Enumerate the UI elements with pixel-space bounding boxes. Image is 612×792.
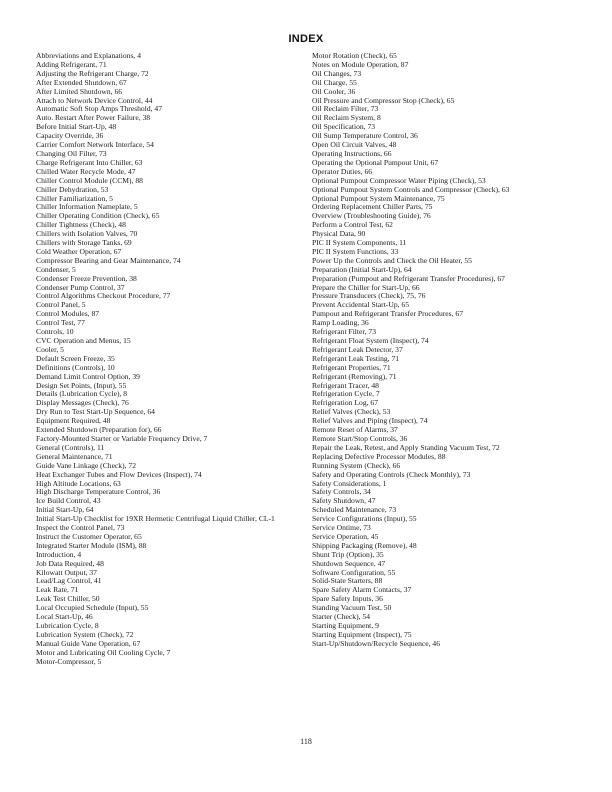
index-entry: Repair the Leak, Retest, and Apply Standing Vacuum Test, 72 bbox=[312, 442, 500, 452]
index-entry: Job Data Required, 48 bbox=[36, 558, 104, 568]
index-entry: Adding Refrigerant, 71 bbox=[36, 59, 107, 69]
index-entry: Local Start-Up, 46 bbox=[36, 612, 93, 622]
index-entry: Oil Specification, 73 bbox=[312, 122, 376, 132]
index-entry: Chilled Water Recycle Mode, 47 bbox=[36, 166, 136, 176]
index-entry: Optional Pumpout System Controls and Compressor (Check), 63 bbox=[312, 184, 510, 194]
index-entry: Service Ontime, 73 bbox=[312, 523, 371, 533]
index-entry: General Maintenance, 71 bbox=[36, 451, 113, 461]
index-entry: General (Controls), 11 bbox=[36, 442, 105, 452]
page-number: 118 bbox=[300, 737, 312, 746]
index-entry: Ordering Replacement Chiller Parts, 75 bbox=[312, 202, 433, 212]
index-entry: Remote Reset of Alarms, 37 bbox=[312, 425, 398, 435]
index-entry: Leak Rate, 71 bbox=[36, 585, 79, 595]
index-entry: Carrier Comfort Network Interface, 54 bbox=[36, 140, 154, 150]
index-entry: Remote Start/Stop Controls, 36 bbox=[312, 433, 408, 443]
index-entry: Pressure Transducers (Check), 75, 76 bbox=[312, 291, 426, 301]
index-entry: Dry Run to Test Start-Up Sequence, 64 bbox=[36, 407, 155, 417]
index-entry: Before Initial Start-Up, 48 bbox=[36, 122, 117, 132]
index-title: INDEX bbox=[288, 33, 324, 45]
index-entry: Charge Refrigerant Into Chiller, 63 bbox=[36, 157, 143, 167]
index-entry: Condenser Freeze Prevention, 38 bbox=[36, 273, 137, 283]
index-entry: Oil Sump Temperature Control, 36 bbox=[312, 131, 418, 141]
index-entry: Introduction, 4 bbox=[36, 549, 82, 559]
index-entry: Overview (Troubleshooting Guide), 76 bbox=[312, 211, 431, 221]
index-entry: Motor-Compressor, 5 bbox=[36, 656, 102, 666]
index-entry: Details (Lubrication Cycle), 8 bbox=[36, 389, 128, 399]
index-entry: Refrigerant Leak Testing, 71 bbox=[312, 353, 400, 363]
index-entry: After Limited Shutdown, 66 bbox=[36, 86, 123, 96]
index-entry: Abbreviations and Explanations, 4 bbox=[36, 51, 142, 60]
index-entry: Replacing Defective Processor Modules, 88 bbox=[312, 451, 446, 461]
index-entry: PIC II System Functions, 33 bbox=[312, 246, 399, 256]
index-entry: CVC Operation and Menus, 15 bbox=[36, 336, 131, 345]
index-entry: Automatic Soft Stop Amps Threshold, 47 bbox=[36, 104, 163, 114]
index-entry: Oil Changes, 73 bbox=[312, 68, 362, 78]
index-entry: Oil Reclaim Filter, 73 bbox=[312, 104, 379, 114]
index-entry: Shipping Packaging (Remove), 48 bbox=[312, 540, 417, 550]
index-entry: Service Configurations (Input), 55 bbox=[312, 514, 417, 524]
index-entry: Operator Duties, 66 bbox=[312, 166, 373, 176]
index-entry: Oil Reclaim System, 8 bbox=[312, 113, 381, 123]
index-entry: Heat Exchanger Tubes and Flow Devices (Inspect), 74 bbox=[36, 469, 202, 479]
index-entry: Definitions (Controls), 10 bbox=[36, 362, 115, 372]
index-entry: Chiller Tightness (Check), 48 bbox=[36, 220, 126, 230]
index-entry: Chiller Information Nameplate, 5 bbox=[36, 202, 138, 212]
index-entry: Ice Build Control, 43 bbox=[36, 496, 101, 506]
index-entry: Chiller Operating Condition (Check), 65 bbox=[36, 211, 160, 221]
index-entry: Motor Rotation (Check), 65 bbox=[312, 51, 397, 60]
index-entry: Refrigerant Properties, 71 bbox=[312, 362, 391, 372]
index-entry: Refrigerant Filter, 73 bbox=[312, 327, 377, 337]
index-entry: Local Occupied Schedule (Input), 55 bbox=[36, 603, 149, 613]
index-entry: Safety Considerations, 1 bbox=[312, 478, 387, 488]
index-entry: Safety Shutdown, 47 bbox=[312, 496, 376, 506]
index-entry: Starting Equipment, 9 bbox=[312, 621, 379, 630]
index-entry: Safety and Operating Controls (Check Monthly), 73 bbox=[312, 469, 471, 479]
index-entry: Demand Limit Control Option, 39 bbox=[36, 371, 140, 381]
index-entry: Chillers with Storage Tanks, 69 bbox=[36, 238, 132, 248]
index-entry: Refrigeration Cycle, 7 bbox=[312, 389, 380, 399]
index-entry: Attach to Network Device Control, 44 bbox=[36, 95, 153, 105]
index-entry: Operating the Optional Pumpout Unit, 67 bbox=[312, 157, 439, 167]
index-entry: Control Test, 77 bbox=[36, 318, 85, 328]
index-entry: Relief Valves and Piping (Inspect), 74 bbox=[312, 416, 428, 426]
index-entry: Control Modules, 87 bbox=[36, 309, 100, 319]
index-entry: Chiller Familiarization, 5 bbox=[36, 193, 113, 203]
index-entry: Guide Vane Linkage (Check), 72 bbox=[36, 460, 137, 470]
index-entry: Auto. Restart After Power Failure, 38 bbox=[36, 113, 151, 123]
index-entry: Start-Up/Shutdown/Recycle Sequence, 46 bbox=[312, 638, 441, 648]
index-entry: Optional Pumpout Compressor Water Piping (Check), 53 bbox=[312, 175, 486, 185]
index-entry: Instruct the Customer Operator, 65 bbox=[36, 531, 142, 541]
index-entry: Refrigeration Log, 67 bbox=[312, 398, 379, 408]
index-entry: Shutdown Sequence, 47 bbox=[312, 558, 386, 568]
index-entry: Spare Safety Alarm Contacts, 37 bbox=[312, 585, 412, 595]
index-entry: Operating Instructions, 66 bbox=[312, 148, 392, 158]
index-entry: Design Set Points, (Input), 55 bbox=[36, 380, 127, 390]
index-column-right bbox=[312, 52, 576, 649]
index-entry: High Altitude Locations, 63 bbox=[36, 478, 121, 488]
index-entry: Equipment Required, 48 bbox=[36, 416, 111, 426]
index-entry: Initial Start-Up, 64 bbox=[36, 505, 94, 515]
index-entry: Lead/Lag Control, 41 bbox=[36, 576, 102, 586]
index-entry: Adjusting the Refrigerant Charge, 72 bbox=[36, 68, 149, 78]
index-entry: Manual Guide Vane Operation, 67 bbox=[36, 638, 141, 648]
index-entry: Prevent Accidental Start-Up, 65 bbox=[312, 300, 410, 310]
index-entry: Preparation (Initial Start-Up), 64 bbox=[312, 264, 412, 274]
index-entry: Lubrication System (Check), 72 bbox=[36, 629, 134, 639]
index-entry: Oil Cooler, 36 bbox=[312, 86, 356, 96]
index-entry: Pumpout and Refrigerant Transfer Procedures, 67 bbox=[312, 309, 464, 319]
index-entry: Spare Safety Inputs, 36 bbox=[312, 594, 383, 604]
index-entry: Capacity Override, 36 bbox=[36, 131, 104, 141]
index-entry: Motor and Lubricating Oil Cooling Cycle, 7 bbox=[36, 647, 171, 657]
index-entry: Lubrication Cycle, 8 bbox=[36, 621, 99, 630]
index-entry: Refrigerant Leak Detector, 37 bbox=[312, 344, 403, 354]
index-entry: Perform a Control Test, 62 bbox=[312, 220, 393, 230]
index-entry: Shunt Trip (Option), 35 bbox=[312, 549, 384, 559]
index-entry: Refrigerant Tracer, 48 bbox=[312, 380, 379, 390]
index-entry: Oil Pressure and Compressor Stop (Check), 65 bbox=[312, 95, 455, 105]
index-entry: Chillers with Isolation Valves, 70 bbox=[36, 229, 138, 239]
index-entry: High Discharge Temperature Control, 36 bbox=[36, 487, 161, 497]
index-entry: Starter (Check), 54 bbox=[312, 612, 370, 622]
index-entry: Scheduled Maintenance, 73 bbox=[312, 505, 397, 515]
index-entry: Refrigerant Float System (Inspect), 74 bbox=[312, 336, 429, 345]
index-column-left bbox=[36, 52, 296, 667]
index-entry: Integrated Starter Module (ISM), 88 bbox=[36, 540, 147, 550]
index-entry: Extended Shutdown (Preparation for), 66 bbox=[36, 425, 162, 435]
index-entry: Changing Oil Filter, 73 bbox=[36, 148, 107, 158]
index-entry: Oil Charge, 55 bbox=[312, 77, 357, 87]
index-entry: Leak Test Chiller, 50 bbox=[36, 594, 100, 604]
index-entry: Solid-State Starters, 88 bbox=[312, 576, 383, 586]
index-entry: Controls, 10 bbox=[36, 327, 74, 337]
index-entry: Cold Weather Operation, 67 bbox=[36, 246, 122, 256]
index-entry: After Extended Shutdown, 67 bbox=[36, 77, 127, 87]
index-entry: Refrigerant (Removing), 71 bbox=[312, 371, 397, 381]
index-entry: Physical Data, 90 bbox=[312, 229, 366, 239]
index-entry: Initial Start-Up Checklist for 19XR Hermetic Centrifugal Liquid Chiller, CL-1 bbox=[36, 514, 275, 524]
index-entry: Compressor Bearing and Gear Maintenance, 74 bbox=[36, 255, 181, 265]
index-entry: Factory-Mounted Starter or Variable Frequency Drive, 7 bbox=[36, 433, 208, 443]
index-entry: Service Operation, 45 bbox=[312, 531, 379, 541]
index-entry: Chiller Dehydration, 53 bbox=[36, 184, 109, 194]
index-entry: Software Configuration, 55 bbox=[312, 567, 396, 577]
index-entry: Optional Pumpout System Maintenance, 75 bbox=[312, 193, 445, 203]
index-entry: Standing Vacuum Test, 50 bbox=[312, 603, 392, 613]
index-entry: Kilowatt Output, 37 bbox=[36, 567, 97, 577]
index-entry: Condenser, 5 bbox=[36, 264, 76, 274]
index-entry: Inspect the Control Panel, 73 bbox=[36, 523, 125, 533]
index-entry: Power Up the Controls and Check the Oil Heater, 55 bbox=[312, 255, 472, 265]
index-entry: Default Screen Freeze, 35 bbox=[36, 353, 115, 363]
index-entry: Condenser Pump Control, 37 bbox=[36, 282, 125, 292]
index-entry: Cooler, 5 bbox=[36, 344, 64, 354]
index-entry: Starting Equipment (Inspect), 75 bbox=[312, 629, 412, 639]
index-entry: Relief Valves (Check), 53 bbox=[312, 407, 391, 417]
index-entry: PIC II System Components, 11 bbox=[312, 238, 407, 248]
index-entry: Open Oil Circuit Valves, 48 bbox=[312, 140, 397, 150]
index-entry: Ramp Loading, 36 bbox=[312, 318, 369, 328]
index-entry: Display Messages (Check), 76 bbox=[36, 398, 129, 408]
index-entry: Chiller Control Module (CCM), 88 bbox=[36, 175, 143, 185]
index-entry: Safety Controls, 34 bbox=[312, 487, 371, 497]
index-entry: Prepare the Chiller for Start-Up, 66 bbox=[312, 282, 420, 292]
index-entry: Notes on Module Operation, 87 bbox=[312, 59, 409, 69]
index-entry: Control Algorithms Checkout Procedure, 77 bbox=[36, 291, 171, 301]
index-entry: Control Panel, 5 bbox=[36, 300, 86, 310]
index-entry: Preparation (Pumpout and Refrigerant Transfer Procedures), 67 bbox=[312, 273, 505, 283]
index-entry: Running System (Check), 66 bbox=[312, 460, 401, 470]
